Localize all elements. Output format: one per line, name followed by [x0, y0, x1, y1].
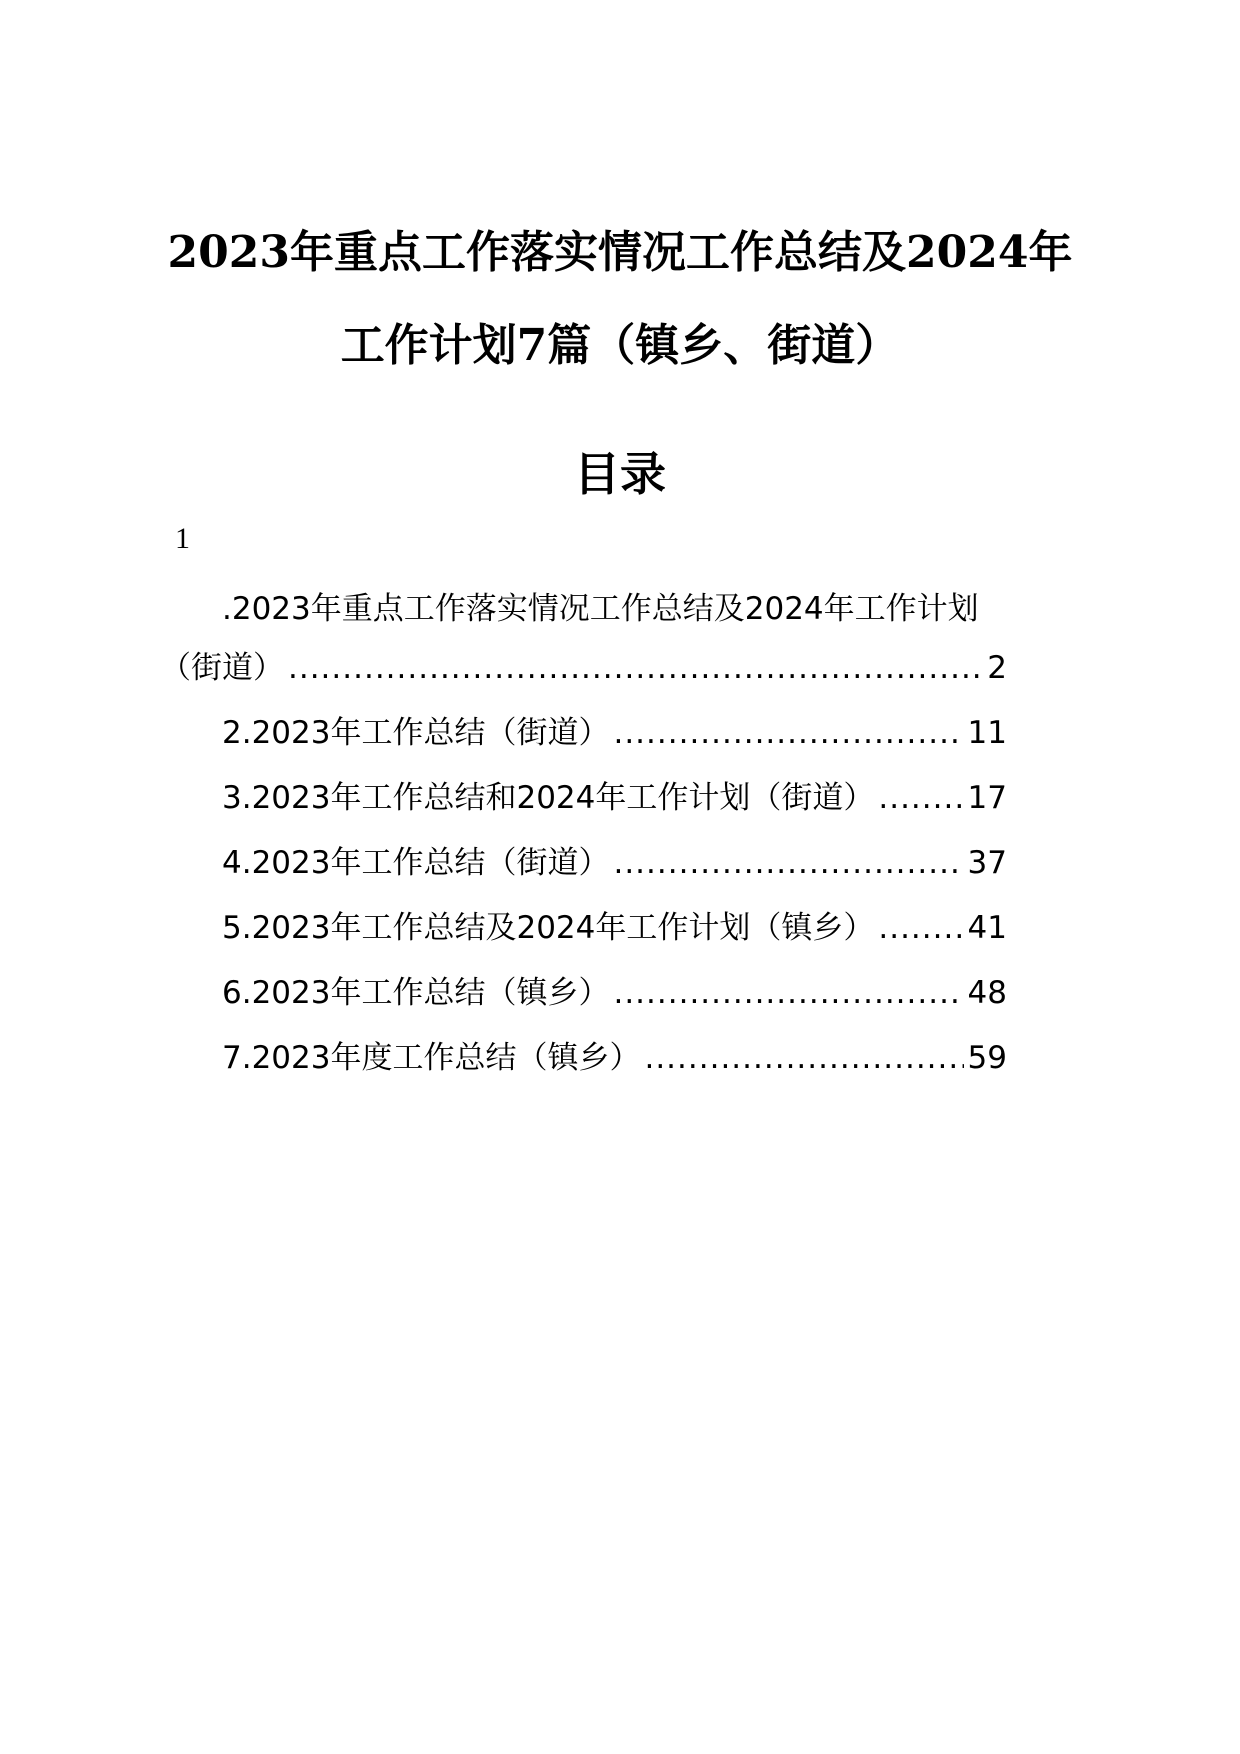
- toc-entry-7[interactable]: [222, 1032, 1007, 1076]
- toc-heading: 目录: [574, 447, 666, 501]
- toc-entry-1-line-1[interactable]: .2023年重点工作落实情况工作总结及2024年工作计划: [222, 591, 979, 627]
- toc-leader-dots: [613, 975, 963, 1011]
- toc-leader-dots: [613, 715, 963, 751]
- toc-page-number: 11: [967, 715, 1007, 751]
- toc-page-number: 2: [987, 650, 1007, 686]
- toc-entry-4[interactable]: [222, 837, 1007, 881]
- toc-entry-label: （街道）: [160, 650, 284, 686]
- toc-entry-label: 7.2023年度工作总结（镇乡）: [222, 1040, 641, 1076]
- toc-entry-label: 2.2023年工作总结（街道）: [222, 715, 610, 751]
- toc-entry-6[interactable]: [222, 967, 1007, 1011]
- toc-entry-3[interactable]: [222, 772, 1007, 816]
- toc-entry-5[interactable]: [222, 902, 1007, 946]
- document-title-line-1: 2023年重点工作落实情况工作总结及2024年: [167, 227, 1073, 278]
- toc-leader-dots: [613, 845, 963, 881]
- toc-entry-label: 3.2023年工作总结和2024年工作计划（街道）: [222, 780, 875, 816]
- list-number-marker: 1: [175, 522, 190, 555]
- toc-entry-label: 6.2023年工作总结（镇乡）: [222, 975, 610, 1011]
- toc-page-number: 48: [967, 975, 1007, 1011]
- toc-leader-dots: [644, 1040, 963, 1076]
- document-title-line-2: 工作计划7篇（镇乡、街道）: [340, 320, 900, 371]
- toc-page-number: 59: [967, 1040, 1007, 1076]
- toc-page-number: 41: [967, 910, 1007, 946]
- toc-entry-label: 4.2023年工作总结（街道）: [222, 845, 610, 881]
- toc-leader-dots: [288, 650, 983, 686]
- toc-leader-dots: [878, 910, 963, 946]
- toc-entry-1-line-2[interactable]: [160, 642, 1007, 686]
- toc-page-number: 17: [967, 780, 1007, 816]
- toc-page-number: 37: [967, 845, 1007, 881]
- toc-leader-dots: [878, 780, 963, 816]
- toc-entry-label: 5.2023年工作总结及2024年工作计划（镇乡）: [222, 910, 875, 946]
- toc-entry-2[interactable]: [222, 707, 1007, 751]
